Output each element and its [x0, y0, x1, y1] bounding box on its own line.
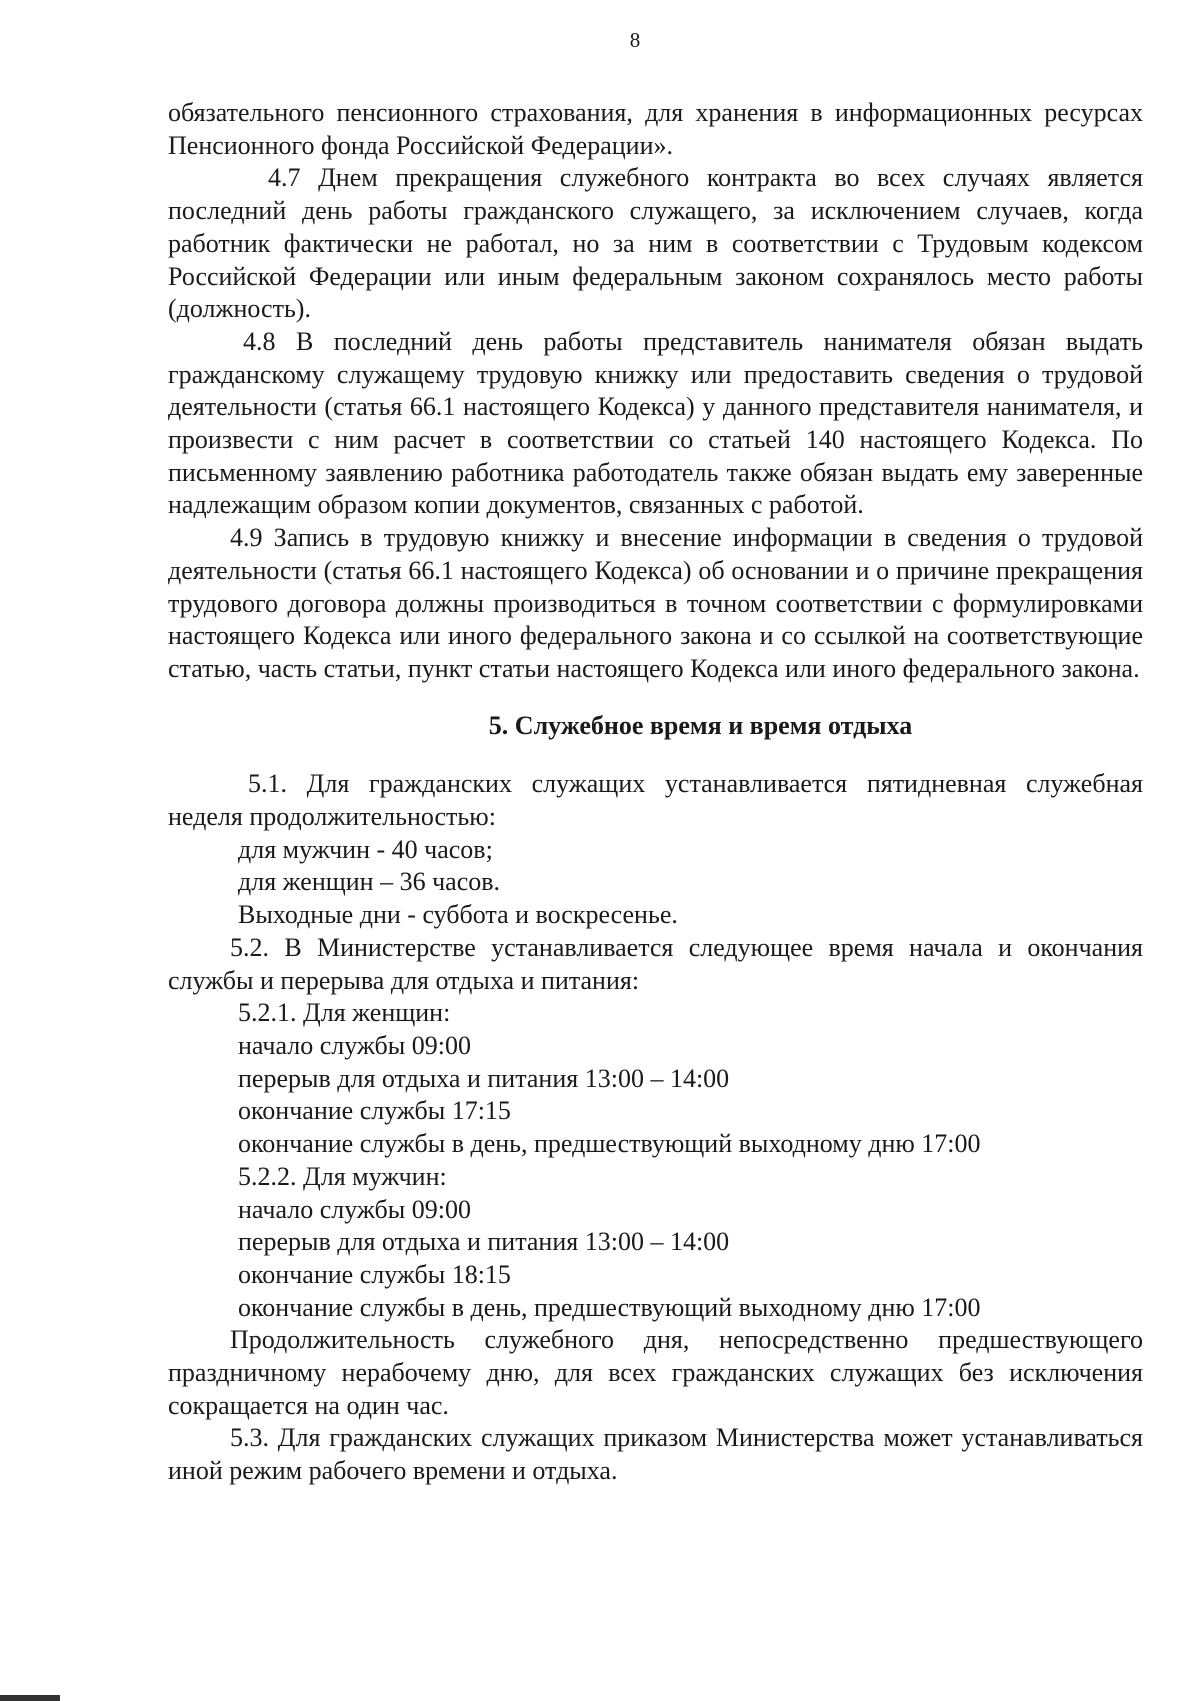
paragraph-4-8: 4.8 В последний день работы представитель нанимателя обязан выдать гражданскому служащему трудовую книжку или предоставить сведения о трудовой деятельности (статья 66.1 настоящего Кодекса) у данного представителя нанимателя, и произвести с ним расчет в соответствии со статьей 140 настоящего Кодекса. По письменному заявлению работника работодатель также обязан выдать ему заверенные надлежащим образом копии документов, связанных с работой. — [168, 326, 1143, 520]
men-hours: для мужчин - 40 часов; — [238, 834, 493, 864]
men-end-pre-holiday: окончание службы в день, предшествующий выходному дню 17:00 — [238, 1292, 981, 1322]
pre-holiday-note: Продолжительность служебного дня, непосредственно предшествующего праздничному нерабочему дню, для всех гражданских служащих без исключения сокращается на один час. — [168, 1325, 1143, 1420]
men-end-time: окончание службы 18:15 — [238, 1259, 511, 1289]
men-break-time: перерыв для отдыха и питания 13:00 – 14:00 — [238, 1227, 730, 1257]
men-schedule-title: 5.2.2. Для мужчин: — [238, 1161, 447, 1191]
women-end-time: окончание службы 17:15 — [238, 1096, 511, 1126]
paragraph-5-2: 5.2. В Министерстве устанавливается следующее время начала и окончания службы и перерыва для отдыха и питания: — [168, 932, 1143, 995]
scan-edge-mark — [0, 1695, 60, 1701]
page-number: 8 — [629, 28, 641, 52]
paragraph-4-7: 4.7 Днем прекращения служебного контракта во всех случаях является последний день работы гражданского служащего, за исключением случаев, когда работник фактически не работал, но за ним в соответствии с Трудовым кодексом Российской Федерации или иным федеральным законом сохранялось место работы (должность). — [168, 163, 1143, 324]
section-5-heading: 5. Служебное время и время отдыха — [488, 710, 913, 740]
women-hours: для женщин – 36 часов. — [238, 867, 501, 897]
women-schedule-title: 5.2.1. Для женщин: — [238, 998, 451, 1028]
men-start-time: начало службы 09:00 — [238, 1194, 471, 1224]
paragraph-5-1: 5.1. Для гражданских служащих устанавливается пятидневная служебная неделя продолжительностью: — [168, 769, 1143, 832]
document-body — [168, 97, 1143, 1488]
women-break-time: перерыв для отдыха и питания 13:00 – 14:00 — [238, 1063, 730, 1093]
days-off: Выходные дни - суббота и воскресенье. — [238, 900, 678, 930]
paragraph-continuation: обязательного пенсионного страхования, для хранения в информационных ресурсах Пенсионного фонда Российской Федерации». — [168, 98, 1143, 160]
women-end-pre-holiday: окончание службы в день, предшествующий выходному дню 17:00 — [238, 1129, 981, 1159]
paragraph-5-3: 5.3. Для гражданских служащих приказом Министерства может устанавливаться иной режим рабочего времени и отдыха. — [168, 1423, 1143, 1486]
women-start-time: начало службы 09:00 — [238, 1030, 471, 1060]
paragraph-4-9: 4.9 Запись в трудовую книжку и внесение информации в сведения о трудовой деятельности (статья 66.1 настоящего Кодекса) об основании и о причине прекращения трудового договора должны производиться в точном соответствии с формулировками настоящего Кодекса или иного федерального закона и со ссылкой на соответствующие статью, часть статьи, пункт статьи настоящего Кодекса или иного федерального закона. — [168, 523, 1143, 683]
